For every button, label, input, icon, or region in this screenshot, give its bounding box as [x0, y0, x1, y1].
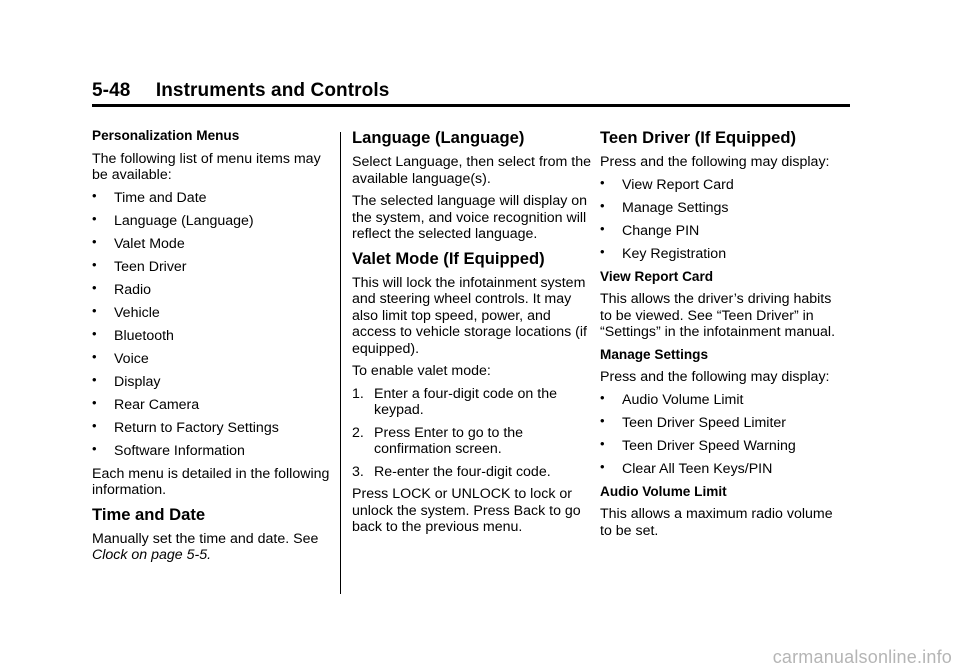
menu-list-item — [92, 279, 337, 299]
language-paragraph-2: The selected language will display on the system, and voice recognition will reflect the selected language. — [352, 193, 588, 242]
valet-paragraph-3: Press LOCK or UNLOCK to lock or unlock the system. Press Back to go back to the previous menu. — [352, 486, 581, 535]
step-number: 2. — [352, 424, 364, 441]
bullet-icon: • — [92, 348, 97, 364]
bullet-icon: • — [600, 243, 605, 259]
step-text: Re-enter the four-digit code. — [374, 463, 551, 480]
menu-item-list — [92, 187, 337, 460]
page-number: 5-48 — [92, 80, 131, 101]
teen-driver-option-list — [600, 174, 840, 263]
personalization-menus-heading: Personalization Menus — [92, 128, 240, 143]
valet-paragraph-1: This will lock the infotainment system and steering wheel controls. It may also limit top speed, power, and access to vehicle storage locations (if equipped). — [352, 274, 587, 357]
list-item-label: Vehicle — [114, 304, 160, 321]
menu-list-item — [92, 417, 337, 437]
manage-settings-list-item — [600, 412, 840, 432]
list-item-label: Valet Mode — [114, 235, 185, 252]
list-item-label: Software Information — [114, 442, 245, 459]
teen-driver-intro: Press and the following may display: — [600, 154, 830, 170]
manage-settings-list-item — [600, 458, 840, 478]
bullet-icon: • — [600, 197, 605, 213]
column-3 — [600, 128, 840, 545]
valet-heading: Valet Mode (If Equipped) — [352, 248, 545, 268]
bullet-icon: • — [92, 233, 97, 249]
list-item-label: Voice — [114, 350, 149, 367]
bullet-icon: • — [600, 389, 605, 405]
view-report-card-heading: View Report Card — [600, 268, 714, 284]
time-date-text-body: Manually set the time and date. See — [92, 530, 319, 547]
manage-settings-list-item — [600, 389, 840, 409]
menu-list-intro: The following list of menu items may be available: — [92, 150, 321, 183]
menu-list-item — [92, 371, 337, 391]
list-item-label: Time and Date — [114, 189, 207, 206]
bullet-icon: • — [92, 279, 97, 295]
list-item-label: View Report Card — [622, 176, 734, 193]
list-item-label: Display — [114, 373, 161, 390]
bullet-icon: • — [92, 256, 97, 272]
list-item-label: Key Registration — [622, 245, 727, 262]
bullet-icon: • — [92, 210, 97, 226]
teen-driver-list-item — [600, 197, 840, 217]
time-date-heading: Time and Date — [92, 504, 206, 524]
list-item-label: Teen Driver Speed Warning — [622, 437, 796, 454]
column-divider — [340, 132, 341, 594]
list-item-label: Bluetooth — [114, 327, 174, 344]
menu-list-item — [92, 325, 337, 345]
bullet-icon: • — [92, 417, 97, 433]
list-item-label: Return to Factory Settings — [114, 419, 279, 436]
bullet-icon: • — [600, 220, 605, 236]
teen-driver-list-item — [600, 174, 840, 194]
bullet-icon: • — [600, 174, 605, 190]
menu-list-item — [92, 394, 337, 414]
menu-list-item — [92, 302, 337, 322]
column-2 — [352, 128, 595, 542]
time-date-text — [92, 531, 337, 564]
menu-list-item — [92, 187, 337, 207]
manage-settings-option-list — [600, 389, 840, 478]
detail-note: Each menu is detailed in the following information. — [92, 465, 330, 498]
bullet-icon: • — [92, 325, 97, 341]
list-item-label: Teen Driver — [114, 258, 187, 275]
bullet-icon: • — [600, 458, 605, 474]
list-item-label: Radio — [114, 281, 152, 298]
header-rule — [92, 104, 850, 107]
menu-list-item — [92, 348, 337, 368]
audio-volume-limit-heading: Audio Volume Limit — [600, 483, 727, 499]
teen-driver-list-item — [600, 243, 840, 263]
bullet-icon: • — [600, 435, 605, 451]
bullet-icon: • — [92, 440, 97, 456]
bullet-icon: • — [600, 412, 605, 428]
list-item-label: Change PIN — [622, 222, 700, 239]
menu-list-item — [92, 440, 337, 460]
bullet-icon: • — [92, 187, 97, 203]
step-number: 3. — [352, 463, 364, 480]
step-text: Enter a four-digit code on the keypad. — [374, 385, 557, 418]
clock-page-reference[interactable]: Clock on page 5-5. — [92, 547, 212, 563]
column-1 — [92, 128, 337, 570]
audio-volume-limit-text: This allows a maximum radio volume to be set. — [600, 506, 833, 539]
valet-step — [352, 464, 595, 481]
language-paragraph-1: Select Language, then select from the available language(s). — [352, 154, 591, 187]
list-item-label: Clear All Teen Keys/PIN — [622, 460, 773, 477]
manage-settings-intro: Press and the following may display: — [600, 369, 830, 385]
menu-list-item — [92, 256, 337, 276]
menu-list-item — [92, 233, 337, 253]
valet-step — [352, 425, 595, 458]
list-item-label: Audio Volume Limit — [622, 391, 744, 408]
step-number: 1. — [352, 385, 364, 402]
teen-driver-heading: Teen Driver (If Equipped) — [600, 128, 797, 147]
list-item-label: Manage Settings — [622, 199, 729, 216]
list-item-label: Teen Driver Speed Limiter — [622, 414, 787, 431]
list-item-label: Language (Language) — [114, 212, 254, 229]
section-title: Instruments and Controls — [155, 80, 390, 101]
page-header — [92, 80, 389, 102]
manage-settings-list-item — [600, 435, 840, 455]
bullet-icon: • — [92, 302, 97, 318]
view-report-card-text: This allows the driver’s driving habits to be viewed. See “Teen Driver” in “Settings” in the infotainment manual. — [600, 291, 836, 340]
step-text: Press Enter to go to the confirmation screen. — [374, 424, 524, 457]
valet-steps-list — [352, 386, 595, 481]
bullet-icon: • — [92, 371, 97, 387]
menu-list-item — [92, 210, 337, 230]
watermark-text: carmanualsonline.info — [772, 647, 952, 667]
list-item-label: Rear Camera — [114, 396, 200, 413]
valet-step — [352, 386, 595, 419]
teen-driver-list-item — [600, 220, 840, 240]
bullet-icon: • — [92, 394, 97, 410]
manage-settings-heading: Manage Settings — [600, 346, 709, 362]
valet-paragraph-2: To enable valet mode: — [352, 363, 491, 379]
language-heading: Language (Language) — [352, 128, 525, 147]
